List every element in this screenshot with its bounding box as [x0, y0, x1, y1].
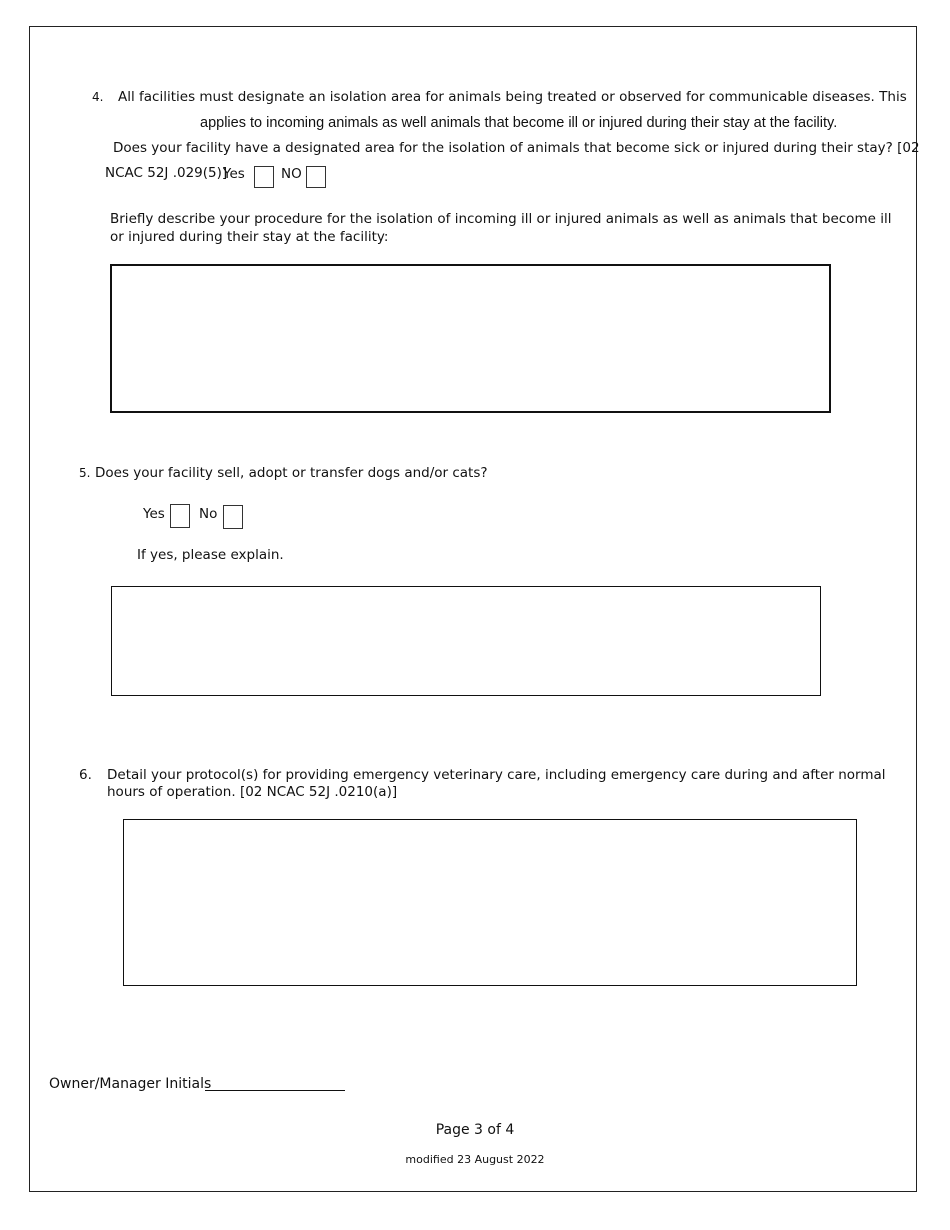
question-5-explain-label: If yes, please explain.	[137, 547, 284, 563]
question-4-question-line1: Does your facility have a designated area for the isolation of animals that become sick or injured during their stay? [02	[113, 140, 920, 156]
question-4-no-checkbox[interactable]	[306, 166, 326, 188]
question-6-number: 6.	[79, 767, 92, 783]
question-4-answer-box[interactable]	[110, 264, 831, 413]
question-5-no-label: No	[199, 506, 218, 522]
question-4-number: 4.	[92, 90, 104, 104]
question-5-answer-box[interactable]	[111, 586, 821, 696]
question-4-text-line2: applies to incoming animals as well animals that become ill or injured during their stay at the facility.	[200, 115, 838, 131]
question-4-citation: NCAC 52J .029(5)]	[105, 165, 228, 181]
question-5-number: 5.	[79, 466, 91, 480]
question-5-no-checkbox[interactable]	[223, 505, 243, 529]
question-4-describe-line2: or injured during their stay at the facility:	[110, 229, 389, 245]
question-4-no-label: NO	[281, 166, 302, 182]
question-5-yes-checkbox[interactable]	[170, 504, 190, 528]
question-5-yes-label: Yes	[143, 506, 165, 522]
question-4-yes-label: Yes	[223, 166, 245, 182]
question-4-describe-line1: Briefly describe your procedure for the isolation of incoming ill or injured animals as well as animals that become ill	[110, 211, 892, 227]
owner-initials-label: Owner/Manager Initials	[49, 1076, 212, 1092]
modified-date: modified 23 August 2022	[405, 1153, 545, 1166]
question-6-text-line2: hours of operation. [02 NCAC 52J .0210(a)]	[107, 784, 398, 800]
question-5-text: Does your facility sell, adopt or transfer dogs and/or cats?	[95, 465, 488, 481]
question-6-answer-box[interactable]	[123, 819, 857, 986]
question-6-text-line1: Detail your protocol(s) for providing emergency veterinary care, including emergency care during and after normal	[107, 767, 886, 783]
question-4-yes-checkbox[interactable]	[254, 166, 274, 188]
page-number: Page 3 of 4	[435, 1122, 515, 1138]
question-4-text-line1: All facilities must designate an isolation area for animals being treated or observed for communicable diseases. This	[118, 89, 907, 105]
owner-initials-line[interactable]	[205, 1090, 345, 1091]
